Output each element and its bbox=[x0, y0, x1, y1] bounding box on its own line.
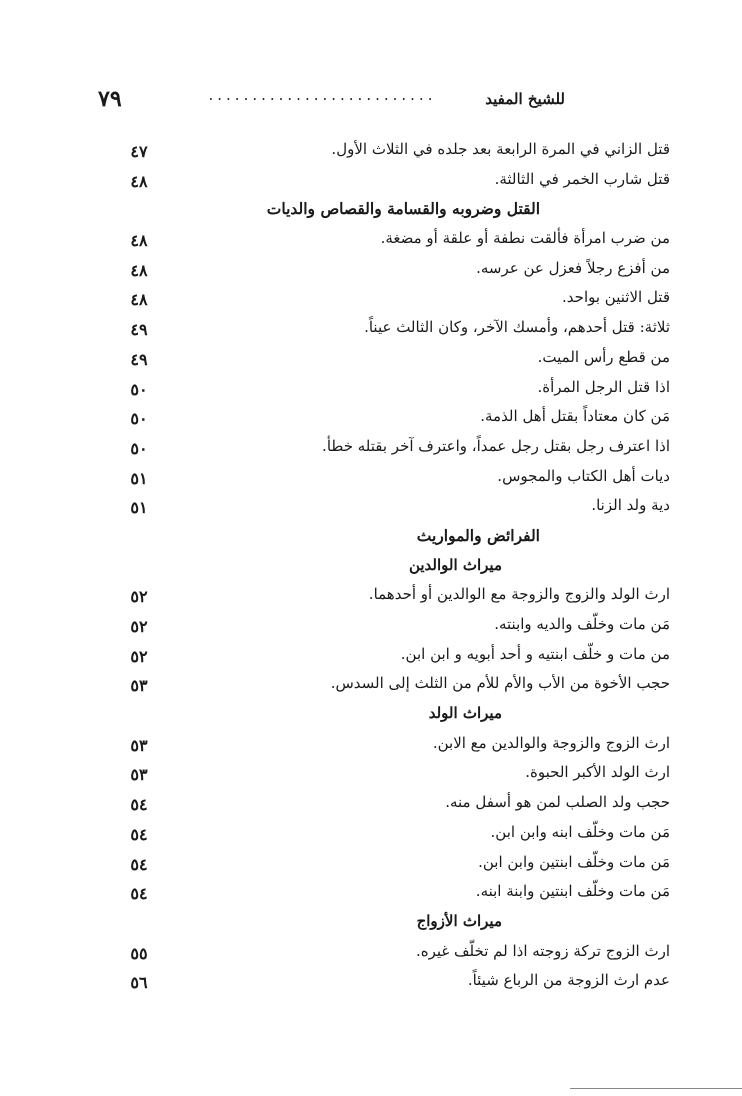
toc-entry bbox=[118, 403, 670, 433]
toc-entry bbox=[118, 225, 670, 255]
toc-entry-page: ٥٤ bbox=[130, 854, 148, 874]
toc-entry-text: مَن كان معتاداً بقتل أهل الذمة. bbox=[480, 407, 670, 426]
toc-entry bbox=[118, 819, 670, 849]
toc-entry-text: مَن مات وخلّف ابنتين وابن ابن. bbox=[478, 852, 670, 871]
header-title: للشيخ المفيد bbox=[485, 90, 565, 108]
toc-entry-page: ٤٨ bbox=[130, 231, 148, 251]
toc-entry-text: ديات أهل الكتاب والمجوس. bbox=[497, 466, 670, 485]
toc-entry-text: من أفزع رجلاً فعزل عن عرسه. bbox=[476, 258, 670, 277]
toc-entry-text: حجب ولد الصلب لمن هو أسفل منه. bbox=[445, 793, 670, 812]
toc-entry-text: من قطع رأس الميت. bbox=[537, 347, 670, 366]
toc-entry bbox=[118, 492, 670, 522]
toc-entry bbox=[118, 967, 670, 997]
toc-entry bbox=[118, 670, 670, 700]
page-number: ٧٩ bbox=[98, 86, 122, 112]
toc-entry bbox=[118, 433, 670, 463]
toc-entry-text: قتل الزاني في المرة الرابعة بعد جلده في الثلاث الأول. bbox=[331, 140, 670, 158]
toc-entry-page: ٤٨ bbox=[130, 290, 148, 310]
table-of-contents bbox=[118, 136, 670, 997]
toc-entry-page: ٥٥ bbox=[130, 943, 148, 963]
toc-entry-text: عدم ارث الزوجة من الرباع شيئاً. bbox=[467, 971, 670, 990]
running-header bbox=[90, 84, 587, 114]
toc-entry-page: ٤٧ bbox=[130, 142, 148, 161]
toc-entry bbox=[118, 463, 670, 493]
toc-entry-page: ٥٠ bbox=[130, 438, 148, 458]
toc-entry bbox=[118, 641, 670, 671]
toc-entry-page: ٤٨ bbox=[130, 260, 148, 280]
toc-entry bbox=[118, 136, 670, 166]
toc-subsection-heading bbox=[118, 700, 670, 730]
toc-entry-page: ٤٩ bbox=[130, 349, 148, 369]
toc-entry-page: ٥١ bbox=[130, 468, 148, 488]
toc-entry bbox=[118, 374, 670, 404]
toc-entry-page: ٥١ bbox=[130, 498, 148, 518]
toc-entry-text: حجب الأخوة من الأب والأم للأم من الثلث إلى السدس. bbox=[330, 674, 670, 693]
toc-heading-text: ميراث الوالدين bbox=[408, 555, 502, 574]
toc-entry-text: اذا اعترف رجل بقتل رجل عمداً، واعترف آخر بقتله خطأ. bbox=[322, 436, 670, 455]
toc-entry-page: ٥٣ bbox=[130, 765, 148, 785]
toc-entry-text: ارث الولد والزوج والزوجة مع الوالدين أو أحدهما. bbox=[368, 585, 670, 604]
toc-entry-text: ارث الزوج والزوجة والوالدين مع الابن. bbox=[432, 733, 670, 752]
toc-entry-page: ٥٠ bbox=[130, 409, 148, 429]
toc-entry-page: ٥٤ bbox=[130, 884, 148, 904]
toc-heading-text: القتل وضروبه والقسامة والقصاص والديات bbox=[266, 199, 540, 219]
toc-entry bbox=[118, 938, 670, 968]
toc-entry-page: ٤٨ bbox=[130, 171, 148, 191]
toc-entry bbox=[118, 611, 670, 641]
toc-entry bbox=[118, 730, 670, 760]
toc-entry-page: ٥٢ bbox=[130, 587, 148, 607]
toc-entry-page: ٥٣ bbox=[130, 735, 148, 755]
toc-heading-text: ميراث الأزواج bbox=[416, 911, 502, 930]
toc-entry bbox=[118, 878, 670, 908]
toc-entry-text: ارث الولد الأكبر الحبوة. bbox=[525, 763, 670, 782]
toc-entry-page: ٤٩ bbox=[130, 320, 148, 340]
toc-entry-page: ٥٠ bbox=[130, 379, 148, 399]
toc-heading-text: ميراث الولد bbox=[428, 704, 502, 723]
toc-entry-text: من مات و خلّف ابنتيه و أحد أبويه و ابن ابن. bbox=[400, 644, 670, 663]
toc-entry-page: ٥٣ bbox=[130, 676, 148, 696]
toc-entry-text: قتل شارب الخمر في الثالثة. bbox=[494, 169, 670, 188]
toc-entry bbox=[118, 581, 670, 611]
header-leader-dots: .......................... bbox=[208, 86, 437, 104]
toc-entry-text: ارث الزوج تركة زوجته اذا لم تخلّف غيره. bbox=[415, 941, 670, 960]
toc-entry-page: ٥٤ bbox=[130, 795, 148, 815]
footer-rule bbox=[570, 1088, 742, 1089]
toc-section-heading bbox=[118, 522, 670, 552]
toc-subsection-heading bbox=[118, 908, 670, 938]
toc-entry-page: ٥٢ bbox=[130, 646, 148, 666]
toc-entry-text: مَن مات وخلّف ابنتين وابنة ابنه. bbox=[475, 882, 670, 901]
toc-entry bbox=[118, 849, 670, 879]
toc-subsection-heading bbox=[118, 552, 670, 582]
toc-entry bbox=[118, 166, 670, 196]
toc-entry bbox=[118, 789, 670, 819]
toc-entry-text: دية ولد الزنا. bbox=[591, 496, 670, 515]
toc-entry bbox=[118, 284, 670, 314]
toc-entry bbox=[118, 344, 670, 374]
toc-heading-text: الفرائض والمواريث bbox=[416, 525, 540, 545]
toc-entry-page: ٥٤ bbox=[130, 824, 148, 844]
toc-entry bbox=[118, 759, 670, 789]
toc-entry-text: مَن مات وخلّف ابنه وابن ابن. bbox=[490, 822, 670, 841]
toc-entry-text: قتل الاثنين بواحد. bbox=[562, 288, 670, 307]
toc-entry-text: اذا قتل الرجل المرأة. bbox=[537, 377, 670, 396]
toc-entry-page: ٥٦ bbox=[130, 973, 148, 993]
toc-entry-page: ٥٢ bbox=[130, 617, 148, 636]
toc-entry-text: من ضرب امرأة فألقت نطفة أو علقة أو مضغة. bbox=[380, 229, 670, 248]
toc-entry-text: ثلاثة: قتل أحدهم، وأمسك الآخر، وكان الثالث عيناً. bbox=[364, 318, 670, 337]
toc-entry bbox=[118, 314, 670, 344]
toc-entry bbox=[118, 255, 670, 285]
toc-entry-text: مَن مات وخلّف والديه وابنته. bbox=[494, 615, 670, 633]
toc-section-heading bbox=[118, 195, 670, 225]
